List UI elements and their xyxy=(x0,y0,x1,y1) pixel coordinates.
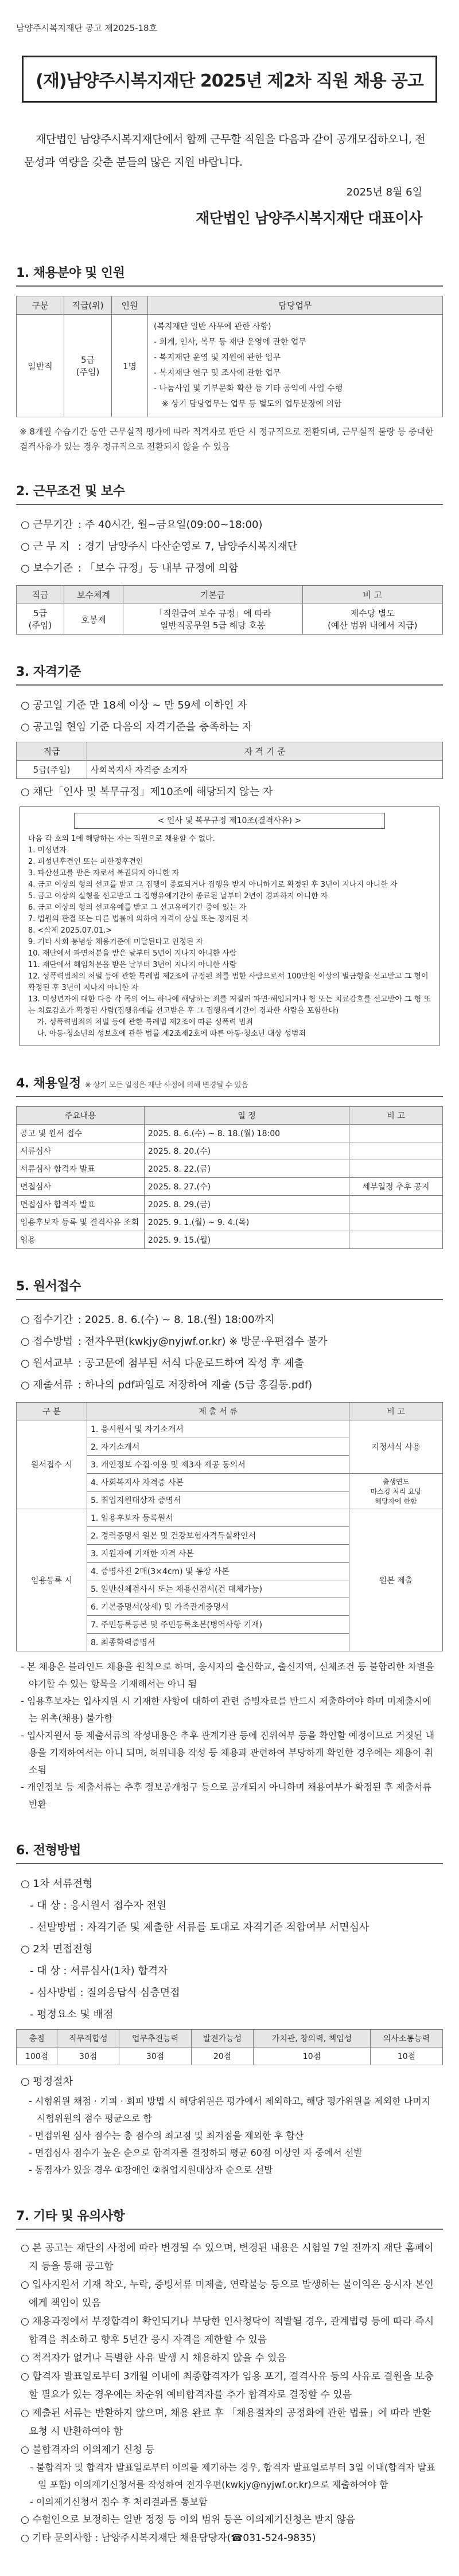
box-item: 13. 미성년자에 대한 다음 각 목의 어느 하나에 해당하는 죄를 저질러 파면·해임되거나 형 또는 치료감호를 선고받아 그 형 또는 치료감호가 확정된 사람(집행유예를 선고받은 후 그 집행유예기간이 경과한 사람을 포함한다) xyxy=(28,995,431,1015)
box-intro: 다음 각 호의 1에 해당하는 자는 직원으로 채용할 수 없다. xyxy=(28,835,215,843)
duty-line: ※ 상기 담당업무는 업무 등 별도의 업무분장에 의함 xyxy=(162,400,342,409)
doc-item: 4. 사회복지사 자격증 사본 xyxy=(87,1474,349,1491)
work-item: ○ 보수기준 : 「보수 규정」등 내부 규정에 의함 xyxy=(21,562,239,574)
selection-line: - 선발방법 : 자격기준 및 제출한 서류를 토대로 자격기준 적합여부 서면심사 xyxy=(30,1921,369,1933)
selection-bullet: - 면접심사 점수가 높은 순으로 합격자를 결정하되 평균 60점 이상인 자 중에서 선발 xyxy=(29,2147,363,2158)
section-2-title: 2. 근무조건 및 보수 xyxy=(16,481,443,505)
qual-item: ○ 공고일 기준 만 18세 이상 ~ 만 59세 이하인 자 xyxy=(21,699,247,711)
th-total: 총점 xyxy=(17,2030,57,2048)
th-count: 인원 xyxy=(112,296,148,315)
th-duties: 담당업무 xyxy=(148,296,443,315)
duty-line: - 나눔사업 및 기부문화 확산 등 기타 공익에 사업 수행 xyxy=(154,384,343,393)
box-item: 9. 기타 사회 통념상 채용기준에 미달된다고 인정된 자 xyxy=(28,938,204,946)
cell: 제수당 별도 (예산 범위 내에서 지급) xyxy=(302,604,442,635)
doc-item: 8. 최종학력증명서 xyxy=(87,1634,349,1651)
table-row: 서류심사 2025. 8. 20.(수) xyxy=(17,1142,443,1160)
selection-bullet: - 면접위원 심사 점수는 총 점수의 최고점 및 최저점을 제외한 후 합산 xyxy=(29,2130,304,2141)
disqualification-title: < 인사 및 복무규정 제10조(결격사유) > xyxy=(74,813,385,829)
cell: 30점 xyxy=(57,2048,119,2065)
th-criterion: 의사소통능력 xyxy=(370,2030,442,2048)
box-item: 12. 성폭력범죄의 처벌 등에 관한 특례법 제2조에 규정된 죄를 범한 사람으로서 100만원 이상의 벌금형을 선고받고 그 형이 확정된 후 3년이 지나지 아니한 자 xyxy=(28,972,429,992)
apply-bullet: - 본 채용은 블라인드 채용을 원칙으로 하며, 응시자의 출신학교, 출신지역, 신체조건 등 불합리한 차별을 야기할 수 있는 항목을 기재해서는 아니 됨 xyxy=(21,1661,434,1689)
doc-item: 3. 지원자에 기재한 자격 사본 xyxy=(87,1545,349,1563)
notice-bullet: ○ 수험인으로 보정하는 일반 정정 등 이외 범위 등은 이의제기신청은 받지 않음 xyxy=(21,2514,356,2526)
section-1-title: 1. 채용분야 및 인원 xyxy=(16,263,443,287)
th-type: 구 분 xyxy=(17,1403,87,1420)
intro-text: 재단법인 남양주시복지재단에서 함께 근무할 직원을 다음과 같이 공개모집하오니, 전문성과 역량을 갖춘 분들의 많은 지원 바랍니다. xyxy=(24,133,426,169)
apply-bullet: - 임용후보자는 입사지원 시 기재한 사항에 대하여 관련 증빙자료를 반드시 제출하여야 하며 미제출시에는 위촉(채용) 불가함 xyxy=(21,1696,431,1724)
selection-line: ○ 2차 면접전형 xyxy=(21,1943,93,1955)
th-criterion: 업무추진능력 xyxy=(119,2030,192,2048)
doc-item: 1. 응시원서 및 자기소개서 xyxy=(87,1420,349,1438)
cell: 10점 xyxy=(253,2048,370,2065)
th-criteria: 자 격 기 준 xyxy=(87,742,443,761)
selection-line: ○ 1차 서류전형 xyxy=(21,1878,93,1890)
th-grade: 직급 xyxy=(17,742,87,761)
cell-grade: 5급 (주임) xyxy=(64,315,112,417)
apply-bullet: - 입사지원서 등 제출서류의 작성내용은 추후 관계기관 등에 진위여부 등을 확인할 예정이므로 거짓된 내용을 기재하여서는 아니 되며, 허위내용 작성 등 채용과 관련하여 부당하게 확인한 경우에는 채용이 취소됨 xyxy=(21,1730,435,1775)
box-item: 4. 금고 이상의 형의 선고를 받고 그 집행이 종료되거나 집행을 받지 아니하기로 확정된 후 3년이 지나지 아니한 자 xyxy=(28,880,398,889)
th-grade: 직급 xyxy=(17,586,64,604)
work-item: ○ 근무기간 : 주 40시간, 월~금요일(09:00~18:00) xyxy=(21,519,263,531)
cell: 10점 xyxy=(370,2048,442,2065)
th-pay-system: 보수체계 xyxy=(64,586,123,604)
th-criterion: 가치관, 창의력, 책임성 xyxy=(253,2030,370,2048)
th-documents: 제 출 서 류 xyxy=(87,1403,349,1420)
selection-line: - 대 상 : 응시원서 접수자 전원 xyxy=(30,1900,167,1912)
probation-note: ※ 8개월 수습기간 동안 근무실적 평가에 따라 적격자로 판단 시 정규직으로 전환되며, 근무실적 불량 등 중대한 결격사유가 있는 경우 정규직으로 전환되지 않을 수 있음 xyxy=(20,426,434,452)
doc-item: 2. 자기소개서 xyxy=(87,1438,349,1456)
box-item: 6. 금고 이상의 형의 선고유예를 받고 그 선고유예기간 중에 있는 자 xyxy=(28,903,247,912)
qual-table xyxy=(16,742,443,779)
th-schedule: 일 정 xyxy=(145,1107,349,1125)
qual-item: ○ 채단「인사 및 복무규정」제10조에 해당되지 않는 자 xyxy=(21,786,273,798)
th-content: 주요내용 xyxy=(17,1107,145,1125)
table-row: 공고 및 원서 접수 2025. 8. 6.(수) ~ 8. 18.(월) 18:00 xyxy=(17,1125,443,1142)
notice-bullet: - 불합격자 및 합격자 발표일로부터 이의를 제기하는 경우, 합격자 발표일로부터 3일 이내(합격자 발표일 포함) 이의제기신청서를 작성하여 전자우편(kwkjy@nyjwf.or.kr)으로 제출하여야 함 xyxy=(30,2462,435,2490)
box-item: 5. 금고 이상의 실형을 선고받고 그 집행유예기간이 종료된 날부터 2년이 경과하지 아니한 자 xyxy=(28,892,328,901)
doc-item: 6. 기본증명서(상세) 및 가족관계증명서 xyxy=(87,1598,349,1616)
recruit-table xyxy=(16,296,443,417)
apply-item: ○ 제출서류 : 하나의 pdf파일로 저장하여 제출 (5급 홍길동.pdf) xyxy=(21,1379,313,1391)
box-item: 7. 법원의 판결 또는 다른 법률에 의하여 자격이 상실 또는 정지된 자 xyxy=(28,915,249,923)
notice-bullet: ○ 불합격자의 이의제기 신청 등 xyxy=(21,2444,155,2456)
duty-line: (복지재단 일반 사무에 관한 사항) xyxy=(154,322,271,331)
section-6-title: 6. 전형방법 xyxy=(16,1841,443,1864)
box-item: 2. 피성년후견인 또는 피한정후견인 xyxy=(28,858,143,866)
disqualification-box xyxy=(20,807,439,1046)
doc-item: 7. 주민등록등본 및 주민등록초본(병역사항 기재) xyxy=(87,1616,349,1634)
selection-line: - 심사방법 : 질의응답식 심층면접 xyxy=(30,1987,180,1999)
doc-item: 5. 일반신체검사서 또는 채용신검서(건 대체가능) xyxy=(87,1580,349,1598)
cell: 5급(주임) xyxy=(17,761,87,779)
doc-reference: 남양주시복지재단 공고 제2025-18호 xyxy=(16,23,158,33)
notice-bullet: ○ 적격자가 없거나 특별한 사유 발생 시 채용하지 않을 수 있음 xyxy=(21,2352,286,2364)
table-row: 면접심사 2025. 8. 27.(수) 세부일정 추후 공지 xyxy=(17,1178,443,1196)
salary-table xyxy=(16,585,443,635)
apply-item: ○ 원서교부 : 공고문에 첨부된 서식 다운로드하여 작성 후 제출 xyxy=(21,1357,304,1369)
box-item: 11. 재단에서 해임처분을 받은 날부터 3년이 지나지 아니한 사람 xyxy=(28,961,237,969)
apply-item: ○ 접수기간 : 2025. 8. 6.(수) ~ 8. 18.(월) 18:00까지 xyxy=(21,1314,275,1326)
group-label: 원서접수 시 xyxy=(17,1420,87,1509)
box-item: 10. 재단에서 파면처분을 받은 날부터 5년이 지나지 아니한 사람 xyxy=(28,949,237,958)
schedule-note: ※ 상기 모든 일정은 재단 사정에 의해 변경될 수 있음 xyxy=(85,1081,248,1090)
contact-line: ○ 기타 문의사항 : 남양주시복지재단 채용담당자(☎031-524-9835) xyxy=(21,2532,316,2544)
doc-item: 1. 임용후보자 등록원서 xyxy=(87,1509,349,1527)
table-row: 서류심사 합격자 발표 2025. 8. 22.(금) xyxy=(17,1160,443,1178)
box-item: 3. 파산선고를 받은 자로서 복권되지 아니한 자 xyxy=(28,869,180,878)
th-criterion: 발전가능성 xyxy=(192,2030,254,2048)
cell-category: 일반직 xyxy=(17,315,64,417)
page-title: (재)남양주시복지재단 2025년 제2차 직원 채용 공고 xyxy=(22,56,437,103)
section-5-title: 5. 원서접수 xyxy=(16,1277,443,1300)
cell: 호봉제 xyxy=(64,604,123,635)
th-remark: 비 고 xyxy=(302,586,442,604)
cell: 30점 xyxy=(119,2048,192,2065)
cell: 20점 xyxy=(192,2048,254,2065)
box-item: 나. 아동·청소년의 성보호에 관한 법률 제2조제2호에 따른 아동·청소년 대상 성범죄 xyxy=(37,1029,306,1038)
score-table xyxy=(16,2029,443,2065)
box-item: 가. 성폭력범죄의 처벌 등에 관한 특례법 제2조에 따른 성폭력 범죄 xyxy=(37,1018,254,1027)
notice-bullet: - 이의제기신청서 접수 후 처리결과를 통보함 xyxy=(30,2496,208,2507)
notice-bullet: ○ 입사지원서 기재 착오, 누락, 증빙서류 미제출, 연락불능 등으로 발생하는 불이익은 응시자 본인에게 책임이 있음 xyxy=(21,2279,434,2309)
notice-bullet: ○ 합격자 발표일로부터 3개월 이내에 최종합격자가 임용 포기, 결격사유 등의 사유로 결원을 보충할 필요가 있는 경우에는 차순위 예비합격자를 추가 합격자로 결정할 수 있음 xyxy=(21,2371,434,2401)
announce-date: 2025년 8월 6일 xyxy=(346,186,422,198)
table-row: 임용후보자 등록 및 결격사유 조회 2025. 9. 1.(월) ~ 9. 4.(목) xyxy=(17,1213,443,1231)
duty-line: - 복지재단 운영 및 지원에 관한 업무 xyxy=(154,353,281,362)
cell: 「직원급여 보수 규정」에 따라 일반직공무원 5급 해당 호봉 xyxy=(123,604,303,635)
table-row: 면접심사 합격자 발표 2025. 8. 29.(금) xyxy=(17,1196,443,1213)
selection-bullet: - 시험위원 채점 · 기피 · 회피 방법 시 해당위원은 평가에서 제외하고, 해당 평가위원을 제외한 나머지 시험위원의 점수 평균으로 함 xyxy=(29,2096,431,2124)
doc-note: 지정서식 사용 xyxy=(349,1420,443,1474)
signature: 재단법인 남양주시복지재단 대표이사 xyxy=(196,210,422,226)
cell-count: 1명 xyxy=(112,315,148,417)
cell: 사회복지사 자격증 소지자 xyxy=(87,761,443,779)
section-3-title: 3. 자격기준 xyxy=(16,662,443,686)
doc-item: 3. 개인정보 수집·이용 및 제3자 제공 동의서 xyxy=(87,1456,349,1474)
th-criterion: 직무적합성 xyxy=(57,2030,119,2048)
qual-item: ○ 공고일 현임 기준 다음의 자격기준을 충족하는 자 xyxy=(21,721,252,733)
th-remark: 비 고 xyxy=(349,1403,443,1420)
doc-item: 2. 경력증명서 원본 및 건강보험자격득실확인서 xyxy=(87,1527,349,1545)
apply-bullet: - 개인정보 등 제출서류는 추후 정보공개청구 등으로 공개되지 아니하며 채용여부가 확정된 후 제출서류 반환 xyxy=(21,1782,431,1810)
th-category: 구분 xyxy=(17,296,64,315)
duty-line: - 복지재단 연구 및 조사에 관한 업무 xyxy=(154,369,281,378)
th-remark: 비 고 xyxy=(349,1107,443,1125)
section-7-title: 7. 기타 및 유의사항 xyxy=(16,2206,443,2230)
notice-bullet: ○ 제출된 서류는 반환하지 않으며, 채용 완료 후 「채용절차의 공정화에 관한 법률」에 따라 반환 요청 시 반환하여야 함 xyxy=(21,2407,431,2437)
notice-bullet: ○ 채용과정에서 부정합격이 확인되거나 부당한 인사청탁이 적발될 경우, 관계법령 등에 따라 즉시 합격을 취소하고 향후 5년간 응시 자격을 제한할 수 있음 xyxy=(21,2316,434,2346)
work-item: ○ 근 무 지 : 경기 남양주시 다산순영로 7, 남양주시복지재단 xyxy=(21,541,298,553)
cell: 5급 (주임) xyxy=(17,604,64,635)
documents-table xyxy=(16,1402,443,1651)
duty-line: - 회계, 인사, 복무 등 재단 운영에 관한 업무 xyxy=(154,338,306,347)
doc-note: 출생연도 마스킹 처리 요망 해당자에 한함 xyxy=(349,1474,443,1509)
selection-line: - 평정요소 및 배점 xyxy=(30,2009,114,2021)
group-label: 임용등록 시 xyxy=(17,1509,87,1651)
box-item: 8. <삭제 2025.07.01.> xyxy=(28,926,112,935)
doc-note: 원본 제출 xyxy=(349,1509,443,1651)
cell-duties xyxy=(148,315,443,417)
selection-line: ○ 평정절차 xyxy=(21,2076,73,2088)
th-base-pay: 기본급 xyxy=(123,586,303,604)
selection-line: - 대 상 : 서류심사(1차) 합격자 xyxy=(30,1965,168,1977)
section-4-title: 4. 채용일정 ※ 상기 모든 일정은 재단 사정에 의해 변경될 수 있음 xyxy=(16,1074,443,1097)
schedule-table xyxy=(16,1106,443,1249)
selection-bullet: - 동점자가 있을 경우 ①장애인 ②취업지원대상자 순으로 선발 xyxy=(29,2164,273,2175)
doc-item: 4. 증명사진 2매(3×4cm) 및 통장 사본 xyxy=(87,1563,349,1580)
doc-item: 5. 취업지원대상자 증명서 xyxy=(87,1491,349,1509)
table-row: 임용 2025. 9. 15.(월) xyxy=(17,1231,443,1249)
box-item: 1. 미성년자 xyxy=(28,846,67,855)
th-grade: 직급(위) xyxy=(64,296,112,315)
cell: 100점 xyxy=(17,2048,57,2065)
notice-bullet: ○ 본 공고는 재단의 사정에 따라 변경될 수 있으며, 변경된 내용은 시험일 7일 전까지 재단 홈페이지 등을 통해 공고함 xyxy=(21,2242,434,2272)
apply-item: ○ 접수방법 : 전자우편(kwkjy@nyjwf.or.kr) ※ 방문·우편접수 불가 xyxy=(21,1336,328,1348)
